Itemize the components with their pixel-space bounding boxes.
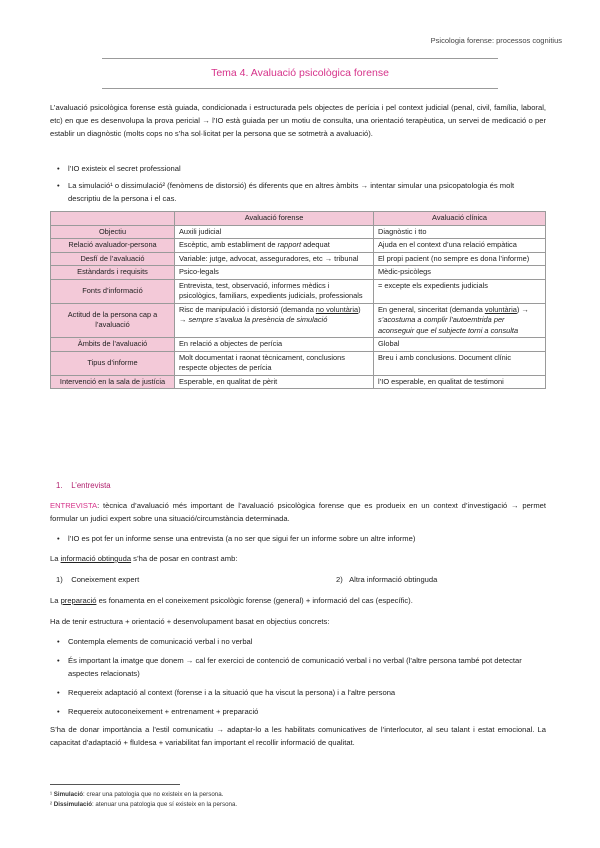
- table-header-empty: [51, 212, 175, 226]
- numbered-item: 2) Altra informació obtinguda: [336, 575, 438, 584]
- table-row: [51, 225, 546, 239]
- cell-forense: Entrevista, test, observació, informes mèdics i psicològics, familiars, expedients judicials, professionals: [175, 279, 374, 303]
- cell-forense: Variable: jutge, advocat, asseguradores, etc → tribunal: [175, 252, 374, 266]
- row-label: Fonts d’informació: [51, 279, 175, 303]
- table-row: [51, 338, 546, 352]
- bullet-io-informe: • l’IO es pot fer un informe sense una entrevista (a no ser que sigui fer un informe sobre un altre informe): [68, 532, 546, 545]
- comparison-table: [50, 211, 546, 389]
- footnote: ¹ Simulació: crear una patologia que no existeix en la persona.: [50, 791, 224, 798]
- cell-clinica: = excepte els expedients judicials: [374, 279, 546, 303]
- list-item: • Requereix autoconeixement + entrenament + preparació: [68, 705, 546, 718]
- table-header-forense: Avaluació forense: [175, 212, 374, 226]
- cell-clinica: Mèdic-psicòlegs: [374, 266, 546, 280]
- cell-forense: Escèptic, amb establiment de rapport adequat: [175, 239, 374, 253]
- section-number: 1.: [56, 481, 63, 490]
- cell-forense: Esperable, en qualitat de pèrit: [175, 375, 374, 389]
- title-rule-top: [102, 58, 498, 59]
- table-header-row: [51, 212, 546, 226]
- table-row: [51, 375, 546, 389]
- list-item: • Contempla elements de comunicació verbal i no verbal: [68, 635, 546, 648]
- row-label: Intervenció en la sala de justícia: [51, 375, 175, 389]
- cell-clinica: l’IO esperable, en qualitat de testimoni: [374, 375, 546, 389]
- info-paragraph: La informació obtinguda s’ha de posar en contrast amb:: [50, 554, 238, 563]
- row-label: Àmbits de l’avaluació: [51, 338, 175, 352]
- title-rule-bottom: [102, 88, 498, 89]
- section-title: L’entrevista: [71, 481, 111, 490]
- preparacio-underlined: preparació: [60, 596, 97, 605]
- entrevista-definition: : tècnica d’avaluació més important de l’avaluació psicològica forense que es produeix en un context d’investigació → permet formular un judici expert sobre una situació/circumstància determinada.: [50, 501, 546, 523]
- intro-paragraph: L’avaluació psicològica forense està guiada, condicionada i estructurada pels objectes de perícia i pel context judicial (penal, civil, família, laboral, etc) en que es desenvolupa la prova pericial → l’IO està guiada per un motiu de consulta, una orientació terapèutica, un servei de medicació o per establir un diagnòstic (molts cops no s’ha sol·licitat per la persona que se sotmetrà a avaluació).: [50, 103, 546, 138]
- cell-forense: Auxili judicial: [175, 225, 374, 239]
- running-header: Psicologia forense: processos cognitius: [430, 36, 562, 45]
- table-row: [51, 303, 546, 338]
- cell-clinica: Global: [374, 338, 546, 352]
- footnote-rule: [50, 784, 180, 785]
- table-row: [51, 351, 546, 375]
- list-item: • És important la imatge que donem → cal fer exercici de contenció de comunicació verbal i no verbal (l’altre persona també pot detectar aspectes relacionats): [68, 654, 546, 680]
- table-row: [51, 239, 546, 253]
- closing-paragraph: S’ha de donar importància a l’estil comunicatiu → adaptar-lo a les habilitats comunicatives de l’interlocutor, al seu talant i estat emocional. La capacitat d’adaptació + fluïdesa + variabilitat fan important el recollir informació de qualitat.: [50, 725, 546, 747]
- row-label: Relació avaluador-persona: [51, 239, 175, 253]
- cell-forense: Psico-legals: [175, 266, 374, 280]
- entrevista-term: ENTREVISTA: [50, 501, 98, 510]
- cell-clinica: En general, sinceritat (demanda voluntària) → s’acostuma a complir l’autoemtrida per aconseguir que el subjecte torni a consulta: [374, 303, 546, 338]
- cell-clinica: Ajuda en el context d’una relació empàtica: [374, 239, 546, 253]
- cell-forense: En relació a objectes de perícia: [175, 338, 374, 352]
- cell-forense: Molt documentat i raonat tècnicament, conclusions respecte objectes de perícia: [175, 351, 374, 375]
- cell-forense: Risc de manipulació i distorsió (demanda no voluntària) → sempre s’avalua la presència de simulació: [175, 303, 374, 338]
- info-underlined: informació obtinguda: [60, 554, 132, 563]
- row-label: Actitud de la persona cap a l’avaluació: [51, 303, 175, 338]
- row-label: Tipus d’informe: [51, 351, 175, 375]
- page-title: Tema 4. Avaluació psicològica forense: [211, 67, 389, 79]
- bullet-secret: • l’IO existeix el secret professional: [68, 162, 546, 175]
- table-header-clinica: Avaluació clínica: [374, 212, 546, 226]
- estructura-paragraph: Ha de tenir estructura + orientació + desenvolupament basat en objectius concrets:: [50, 617, 330, 626]
- table-row: [51, 279, 546, 303]
- bullet-simulacio: • La simulació¹ o dissimulació² (fenòmens de distorsió) és diferents que en altres àmbits → intentar simular una psicopatologia és molt descriptiu de la persona i el cas.: [68, 179, 546, 205]
- numbered-item: 1) Coneixement expert: [56, 575, 140, 584]
- table-row: [51, 266, 546, 280]
- table-row: [51, 252, 546, 266]
- row-label: Objectiu: [51, 225, 175, 239]
- row-label: Desfí de l’avaluació: [51, 252, 175, 266]
- entrevista-paragraph: [50, 499, 546, 525]
- list-item: • Requereix adaptació al context (forense i a la situació que ha viscut la persona) i a l’altre persona: [68, 686, 546, 699]
- section-heading: [56, 481, 111, 490]
- cell-clinica: El propi pacient (no sempre es dona l’informe): [374, 252, 546, 266]
- cell-clinica: Diagnòstic i tto: [374, 225, 546, 239]
- row-label: Estàndards i requisits: [51, 266, 175, 280]
- cell-clinica: Breu i amb conclusions. Document clínic: [374, 351, 546, 375]
- footnote: ² Dissimulació: atenuar una patologia que sí existeix en la persona.: [50, 801, 238, 808]
- preparacio-paragraph: La preparació es fonamenta en el coneixement psicològic forense (general) + informació del cas (específic).: [50, 596, 413, 605]
